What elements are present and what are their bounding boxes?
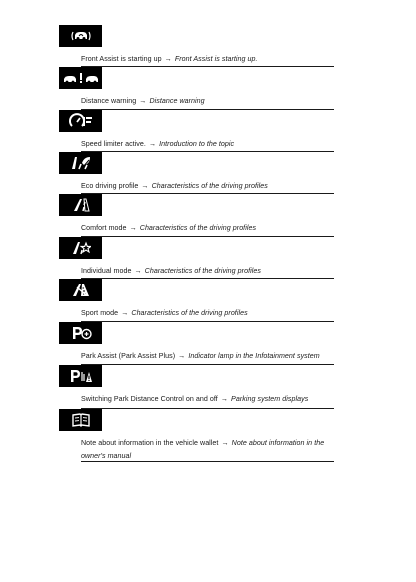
- cross-reference-link[interactable]: Distance warning: [149, 97, 205, 105]
- cross-reference-link[interactable]: Characteristics of the driving profiles: [139, 224, 257, 232]
- indicator-label: Individual mode: [81, 267, 132, 275]
- arrow-icon: →: [148, 140, 157, 148]
- arrow-icon: →: [221, 439, 229, 447]
- cross-reference-link[interactable]: Introduction to the topic: [159, 140, 235, 148]
- cross-reference-link[interactable]: Note about information in the owner's manual: [81, 439, 325, 460]
- indicator-description: [81, 307, 334, 320]
- cross-reference-link[interactable]: Front Assist is starting up.: [174, 55, 258, 63]
- cross-reference-link[interactable]: Characteristics of the driving profiles: [151, 182, 268, 190]
- front-assist-icon: [59, 25, 102, 47]
- indicator-entry-owners-manual: [81, 409, 334, 462]
- indicator-label: Comfort mode: [81, 224, 127, 232]
- park-distance-control-icon: [59, 365, 102, 387]
- arrow-icon: →: [164, 55, 172, 63]
- arrow-icon: →: [134, 267, 142, 275]
- indicator-entry-distance-warning: [81, 67, 334, 110]
- arrow-icon: →: [141, 182, 149, 190]
- indicator-entry-park-assist: [81, 322, 334, 365]
- indicator-description: [81, 265, 334, 278]
- indicator-description: [81, 393, 334, 406]
- arrow-icon: →: [121, 309, 129, 317]
- indicator-label: Park Assist (Park Assist Plus): [81, 352, 176, 360]
- sport-mode-icon: [59, 279, 102, 301]
- park-assist-icon: [59, 322, 102, 344]
- indicator-description: [81, 180, 334, 193]
- indicator-description: [81, 53, 334, 66]
- comfort-mode-icon: [59, 194, 102, 216]
- indicator-description: [81, 95, 334, 108]
- owners-manual-icon: [59, 409, 102, 431]
- indicator-entry-comfort-mode: [81, 194, 334, 237]
- indicator-entry-park-distance-control: [81, 365, 334, 409]
- indicator-entry-front-assist: [81, 25, 334, 67]
- indicator-label: Switching Park Distance Control on and off: [81, 395, 218, 403]
- arrow-icon: →: [139, 97, 147, 105]
- indicator-label: Sport mode: [81, 309, 119, 317]
- eco-profile-icon: [59, 152, 102, 174]
- indicator-description: [81, 437, 334, 463]
- indicator-entry-individual-mode: [81, 237, 334, 279]
- indicator-description: [81, 350, 334, 363]
- cross-reference-link[interactable]: Characteristics of the driving profiles: [131, 309, 248, 317]
- arrow-icon: →: [129, 224, 137, 232]
- indicator-label: Distance warning: [81, 97, 137, 105]
- indicator-label: Speed limiter active.: [81, 140, 146, 148]
- speed-limiter-icon: [59, 110, 102, 132]
- indicator-label: Front Assist is starting up: [81, 55, 162, 63]
- indicator-entry-eco-profile: [81, 152, 334, 194]
- indicator-entry-sport-mode: [81, 279, 334, 322]
- cross-reference-link[interactable]: Indicator lamp in the Infotainment system: [188, 352, 320, 360]
- arrow-icon: →: [178, 352, 186, 360]
- indicator-description: [81, 222, 334, 235]
- cross-reference-link[interactable]: Parking system displays: [231, 395, 309, 403]
- indicator-entry-speed-limiter: [81, 110, 334, 152]
- distance-warning-icon: [59, 67, 102, 89]
- arrow-icon: →: [220, 395, 229, 403]
- indicator-label: Eco driving profile: [81, 182, 139, 190]
- individual-mode-icon: [59, 237, 102, 259]
- cross-reference-link[interactable]: Characteristics of the driving profiles: [144, 267, 261, 275]
- indicator-label: Note about information in the vehicle wallet: [81, 439, 219, 447]
- indicator-description: [81, 138, 334, 151]
